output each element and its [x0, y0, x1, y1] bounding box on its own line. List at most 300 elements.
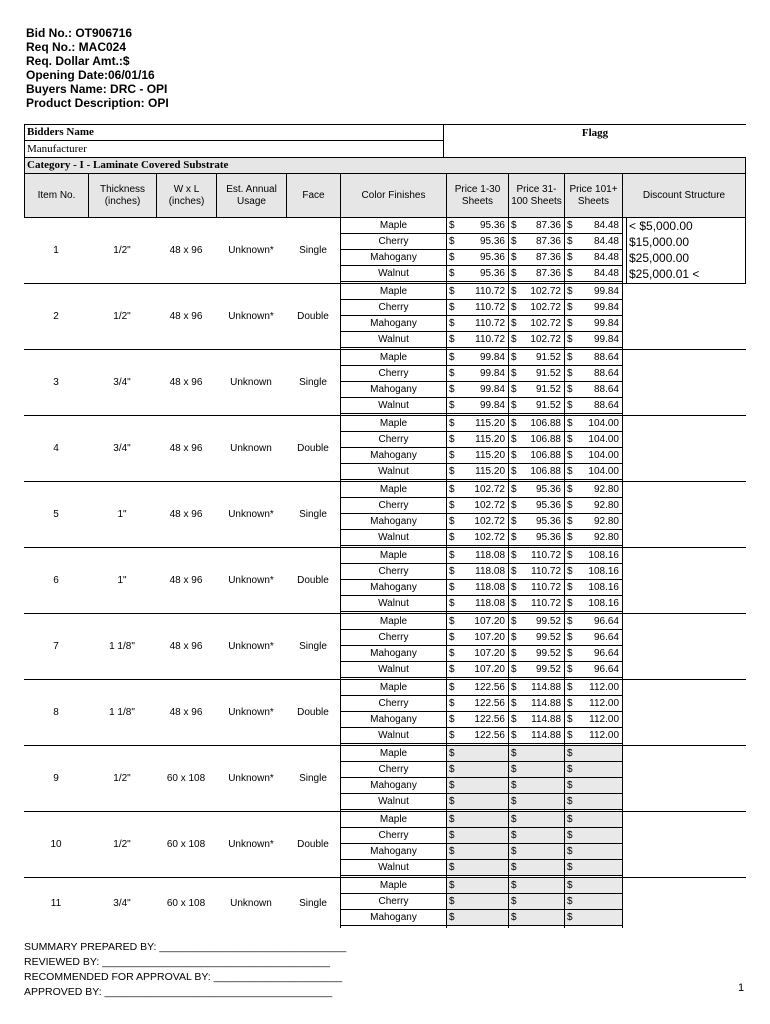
price-value: 122.56	[474, 698, 505, 709]
price-cell	[509, 630, 564, 646]
price-value: 95.36	[479, 252, 505, 263]
price-value: 104.00	[588, 434, 619, 445]
price-cell	[565, 794, 622, 810]
col-usage: Est. Annual Usage	[217, 174, 287, 217]
col-face: Face	[287, 174, 341, 217]
item-number: 7	[53, 641, 59, 652]
price-value: 99.84	[593, 334, 619, 345]
price-cell	[509, 728, 564, 744]
page-number: 1	[738, 982, 745, 994]
item-number: 6	[53, 575, 59, 586]
price-value: 91.52	[535, 384, 561, 395]
item-size: 48 x 96	[169, 245, 203, 256]
price-column	[564, 482, 622, 547]
price-cell	[509, 680, 564, 696]
price-column	[446, 812, 508, 877]
price-cell	[447, 416, 508, 432]
price-value: 92.80	[593, 516, 619, 527]
currency-symbol: $	[511, 896, 517, 907]
price-cell	[565, 332, 622, 348]
currency-symbol: $	[449, 730, 455, 741]
currency-symbol: $	[449, 368, 455, 379]
price-cell	[509, 794, 564, 810]
currency-symbol: $	[511, 566, 517, 577]
currency-symbol: $	[449, 896, 455, 907]
price-value: 114.88	[531, 714, 561, 725]
price-cell	[509, 448, 564, 464]
item-number: 9	[53, 773, 59, 784]
price-cell	[509, 218, 564, 234]
price-value: 102.72	[474, 484, 505, 495]
approved-by: APPROVED BY: _______________________________________	[24, 986, 333, 998]
currency-symbol: $	[511, 368, 517, 379]
price-value: 99.52	[535, 632, 561, 643]
bidder-name: Flagg	[444, 124, 746, 158]
price-cell	[447, 284, 508, 300]
price-cell	[565, 382, 622, 398]
currency-symbol: $	[567, 236, 573, 247]
price-value: 110.72	[531, 550, 561, 561]
price-column	[446, 416, 508, 481]
currency-symbol: $	[567, 286, 573, 297]
price-value: 122.56	[474, 714, 505, 725]
price-column	[564, 284, 622, 349]
price-cell	[447, 794, 508, 810]
price-value: 84.48	[593, 220, 619, 231]
price-value: 108.16	[588, 598, 619, 609]
currency-symbol: $	[511, 912, 517, 923]
column-headers	[24, 174, 746, 218]
price-value: 106.88	[530, 450, 561, 461]
price-cell	[447, 696, 508, 712]
item-thickness: 3/4"	[113, 443, 131, 454]
currency-symbol: $	[449, 384, 455, 395]
price-column	[446, 482, 508, 547]
finish-label: Cherry	[341, 828, 446, 844]
item-thickness: 1/2"	[113, 839, 131, 850]
currency-symbol: $	[511, 484, 517, 495]
price-value: 95.36	[535, 484, 561, 495]
finish-label: Maple	[341, 350, 446, 366]
item-thickness: 1 1/8"	[109, 707, 135, 718]
currency-symbol: $	[511, 236, 517, 247]
price-value: 102.72	[474, 500, 505, 511]
currency-symbol: $	[511, 532, 517, 543]
summary-prepared-by: SUMMARY PREPARED BY: ________________________________	[24, 941, 347, 953]
price-value: 114.88	[531, 730, 561, 741]
finish-label: Mahogany	[341, 382, 446, 398]
finish-label: Mahogany	[341, 514, 446, 530]
price-cell	[509, 300, 564, 316]
finish-label: Walnut	[341, 860, 446, 876]
price-value: 87.36	[535, 220, 561, 231]
currency-symbol: $	[567, 714, 573, 725]
price-column	[508, 284, 564, 349]
price-cell	[565, 646, 622, 662]
price-value: 112.00	[589, 714, 619, 725]
currency-symbol: $	[567, 516, 573, 527]
price-cell	[447, 894, 508, 910]
item-thickness: 1 1/8"	[109, 641, 135, 652]
price-value: 96.64	[593, 616, 619, 627]
currency-symbol: $	[449, 268, 455, 279]
discount-tier: $15,000.00	[629, 235, 690, 249]
discount-tier: $25,000.00	[629, 251, 690, 265]
finish-label: Walnut	[341, 464, 446, 480]
finish-label: Cherry	[341, 630, 446, 646]
price-cell	[565, 728, 622, 744]
price-column-end	[622, 812, 623, 877]
price-cell	[509, 646, 564, 662]
price-value: 84.48	[593, 268, 619, 279]
price-column	[508, 878, 564, 928]
finish-label: Walnut	[341, 530, 446, 546]
price-cell	[447, 448, 508, 464]
price-value: 95.36	[535, 532, 561, 543]
item-usage: Unknown*	[228, 839, 274, 850]
currency-symbol: $	[449, 532, 455, 543]
currency-symbol: $	[511, 418, 517, 429]
color-finishes	[340, 218, 446, 283]
price-cell	[565, 250, 622, 266]
price-value: 87.36	[535, 268, 561, 279]
price-cell	[509, 398, 564, 414]
price-cell	[565, 878, 622, 894]
price-cell	[565, 530, 622, 546]
price-value: 118.08	[475, 598, 505, 609]
price-cell	[509, 498, 564, 514]
currency-symbol: $	[511, 516, 517, 527]
item-face: Double	[297, 707, 329, 718]
price-cell	[509, 910, 564, 926]
item-number: 1	[53, 245, 59, 256]
finish-label: Walnut	[341, 398, 446, 414]
currency-symbol: $	[449, 582, 455, 593]
price-cell	[447, 218, 508, 234]
currency-symbol: $	[567, 352, 573, 363]
price-value: 102.72	[530, 302, 561, 313]
category-title: Category - I - Laminate Covered Substrate	[24, 158, 746, 174]
price-value: 102.72	[474, 516, 505, 527]
item-face: Single	[299, 773, 327, 784]
finish-label: Maple	[341, 284, 446, 300]
price-value: 114.88	[531, 682, 561, 693]
price-cell	[565, 696, 622, 712]
currency-symbol: $	[449, 632, 455, 643]
price-value: 95.36	[535, 500, 561, 511]
price-cell	[509, 416, 564, 432]
currency-symbol: $	[449, 830, 455, 841]
currency-symbol: $	[567, 252, 573, 263]
currency-symbol: $	[449, 434, 455, 445]
price-value: 108.16	[588, 566, 619, 577]
price-value: 84.48	[593, 252, 619, 263]
item-usage: Unknown	[230, 443, 272, 454]
item-usage: Unknown*	[228, 707, 274, 718]
price-column	[508, 416, 564, 481]
currency-symbol: $	[449, 846, 455, 857]
price-value: 87.36	[535, 236, 561, 247]
currency-symbol: $	[449, 598, 455, 609]
price-value: 99.52	[535, 648, 561, 659]
price-cell	[447, 828, 508, 844]
item-size: 48 x 96	[169, 509, 203, 520]
price-cell	[447, 250, 508, 266]
currency-symbol: $	[567, 500, 573, 511]
currency-symbol: $	[511, 846, 517, 857]
price-column	[564, 548, 622, 613]
item-face: Double	[297, 839, 329, 850]
price-cell	[565, 778, 622, 794]
price-cell	[447, 300, 508, 316]
price-value: 99.52	[535, 616, 561, 627]
currency-symbol: $	[567, 566, 573, 577]
item-size: 60 x 108	[166, 839, 206, 850]
price-cell	[509, 828, 564, 844]
price-cell	[447, 680, 508, 696]
price-value: 104.00	[588, 466, 619, 477]
price-value: 112.00	[589, 682, 619, 693]
price-value: 106.88	[530, 434, 561, 445]
price-value: 118.08	[475, 566, 505, 577]
price-value: 84.48	[593, 236, 619, 247]
item-group	[24, 680, 746, 746]
price-cell	[565, 762, 622, 778]
item-group	[24, 416, 746, 482]
currency-symbol: $	[511, 334, 517, 345]
currency-symbol: $	[449, 236, 455, 247]
price-cell	[509, 878, 564, 894]
price-value: 96.64	[593, 632, 619, 643]
currency-symbol: $	[567, 302, 573, 313]
currency-symbol: $	[449, 318, 455, 329]
price-cell	[447, 432, 508, 448]
price-value: 91.52	[535, 368, 561, 379]
item-usage: Unknown*	[228, 641, 274, 652]
signature-block	[24, 940, 346, 1000]
finish-label: Walnut	[341, 332, 446, 348]
price-value: 88.64	[593, 368, 619, 379]
price-value: 99.52	[535, 664, 561, 675]
price-value: 95.36	[479, 268, 505, 279]
currency-symbol: $	[567, 368, 573, 379]
finish-label: Cherry	[341, 234, 446, 250]
price-cell	[509, 844, 564, 860]
price-cell	[509, 564, 564, 580]
currency-symbol: $	[511, 434, 517, 445]
price-column-end	[622, 350, 623, 415]
currency-symbol: $	[449, 862, 455, 873]
price-column-end	[622, 482, 623, 547]
col-thickness: Thickness (inches)	[89, 174, 157, 217]
price-cell	[447, 482, 508, 498]
price-cell	[565, 416, 622, 432]
product-description: Product Description: OPI	[26, 96, 169, 110]
price-value: 112.00	[589, 730, 619, 741]
price-column	[446, 284, 508, 349]
price-cell	[565, 464, 622, 480]
currency-symbol: $	[511, 450, 517, 461]
price-cell	[447, 746, 508, 762]
currency-symbol: $	[511, 400, 517, 411]
currency-symbol: $	[449, 714, 455, 725]
price-cell	[565, 844, 622, 860]
price-cell	[447, 778, 508, 794]
price-cell	[565, 266, 622, 282]
price-value: 95.36	[479, 236, 505, 247]
currency-symbol: $	[449, 450, 455, 461]
item-usage: Unknown	[230, 897, 272, 909]
price-value: 115.20	[475, 434, 505, 445]
currency-symbol: $	[511, 616, 517, 627]
currency-symbol: $	[511, 830, 517, 841]
price-cell	[565, 432, 622, 448]
price-value: 122.56	[474, 730, 505, 741]
price-cell	[509, 662, 564, 678]
col-wxl: W x L (inches)	[157, 174, 217, 217]
currency-symbol: $	[511, 268, 517, 279]
price-value: 122.56	[474, 682, 505, 693]
price-cell	[509, 234, 564, 250]
price-cell	[509, 894, 564, 910]
price-cell	[565, 614, 622, 630]
currency-symbol: $	[567, 400, 573, 411]
price-cell	[565, 894, 622, 910]
price-cell	[447, 728, 508, 744]
price-column	[564, 812, 622, 877]
price-value: 112.00	[589, 698, 619, 709]
currency-symbol: $	[449, 252, 455, 263]
price-cell	[509, 614, 564, 630]
currency-symbol: $	[449, 698, 455, 709]
price-cell	[509, 696, 564, 712]
price-cell	[509, 746, 564, 762]
price-cell	[565, 712, 622, 728]
currency-symbol: $	[449, 516, 455, 527]
finish-label: Mahogany	[341, 448, 446, 464]
currency-symbol: $	[567, 532, 573, 543]
price-cell	[447, 662, 508, 678]
price-cell	[447, 398, 508, 414]
price-value: 110.72	[531, 582, 561, 593]
item-thickness: 1/2"	[113, 773, 131, 784]
col-item-no: Item No.	[25, 174, 89, 217]
item-group	[24, 878, 746, 928]
finish-label: Mahogany	[341, 316, 446, 332]
currency-symbol: $	[511, 598, 517, 609]
col-price-1-30: Price 1-30 Sheets	[447, 174, 509, 217]
currency-symbol: $	[567, 682, 573, 693]
color-finishes	[340, 482, 446, 547]
price-value: 99.84	[479, 352, 505, 363]
finish-label: Maple	[341, 746, 446, 762]
item-usage: Unknown*	[228, 245, 274, 256]
price-value: 110.72	[475, 318, 505, 329]
currency-symbol: $	[567, 450, 573, 461]
currency-symbol: $	[511, 632, 517, 643]
finish-label: Walnut	[341, 266, 446, 282]
currency-symbol: $	[449, 302, 455, 313]
finish-label: Mahogany	[341, 844, 446, 860]
price-column	[564, 416, 622, 481]
currency-symbol: $	[511, 714, 517, 725]
item-thickness: 3/4"	[113, 897, 131, 909]
price-cell	[565, 680, 622, 696]
finish-label: Cherry	[341, 498, 446, 514]
price-column-end	[622, 680, 623, 745]
currency-symbol: $	[449, 912, 455, 923]
price-column	[564, 614, 622, 679]
price-value: 108.16	[588, 582, 619, 593]
item-size: 48 x 96	[169, 641, 203, 652]
price-cell	[565, 828, 622, 844]
currency-symbol: $	[567, 582, 573, 593]
price-cell	[509, 548, 564, 564]
price-cell	[565, 746, 622, 762]
price-cell	[565, 564, 622, 580]
price-column-end	[622, 548, 623, 613]
item-thickness: 3/4"	[113, 377, 131, 388]
item-size: 48 x 96	[169, 377, 203, 388]
finish-label: Mahogany	[341, 712, 446, 728]
price-cell	[447, 266, 508, 282]
price-cell	[447, 596, 508, 612]
finish-label: Maple	[341, 218, 446, 234]
manufacturer-label: Manufacturer	[24, 141, 444, 158]
reviewed-by: REVIEWED BY: _______________________________________	[24, 956, 330, 968]
bidders-name-label: Bidders Name	[24, 124, 444, 141]
currency-symbol: $	[449, 484, 455, 495]
currency-symbol: $	[511, 220, 517, 231]
color-finishes	[340, 746, 446, 811]
price-cell	[447, 514, 508, 530]
currency-symbol: $	[567, 418, 573, 429]
finish-label: Cherry	[341, 564, 446, 580]
price-value: 92.80	[593, 500, 619, 511]
price-column	[564, 878, 622, 928]
price-cell	[447, 614, 508, 630]
price-cell	[447, 646, 508, 662]
currency-symbol: $	[511, 384, 517, 395]
price-cell	[509, 464, 564, 480]
req-number: Req No.: MAC024	[26, 40, 127, 54]
item-usage: Unknown*	[228, 575, 274, 586]
currency-symbol: $	[567, 896, 573, 907]
currency-symbol: $	[567, 616, 573, 627]
currency-symbol: $	[511, 880, 517, 891]
col-color-finishes: Color Finishes	[341, 174, 447, 217]
price-value: 96.64	[593, 648, 619, 659]
item-group	[24, 482, 746, 548]
price-value: 99.84	[593, 302, 619, 313]
currency-symbol: $	[567, 268, 573, 279]
price-column	[564, 350, 622, 415]
price-value: 106.88	[530, 418, 561, 429]
currency-symbol: $	[449, 616, 455, 627]
color-finishes	[340, 878, 446, 928]
currency-symbol: $	[511, 698, 517, 709]
currency-symbol: $	[567, 664, 573, 675]
price-cell	[509, 266, 564, 282]
currency-symbol: $	[449, 286, 455, 297]
price-cell	[565, 630, 622, 646]
price-value: 107.20	[474, 616, 505, 627]
finish-label: Mahogany	[341, 250, 446, 266]
price-cell	[565, 366, 622, 382]
price-value: 91.52	[535, 400, 561, 411]
price-value: 95.36	[479, 220, 505, 231]
currency-symbol: $	[567, 912, 573, 923]
